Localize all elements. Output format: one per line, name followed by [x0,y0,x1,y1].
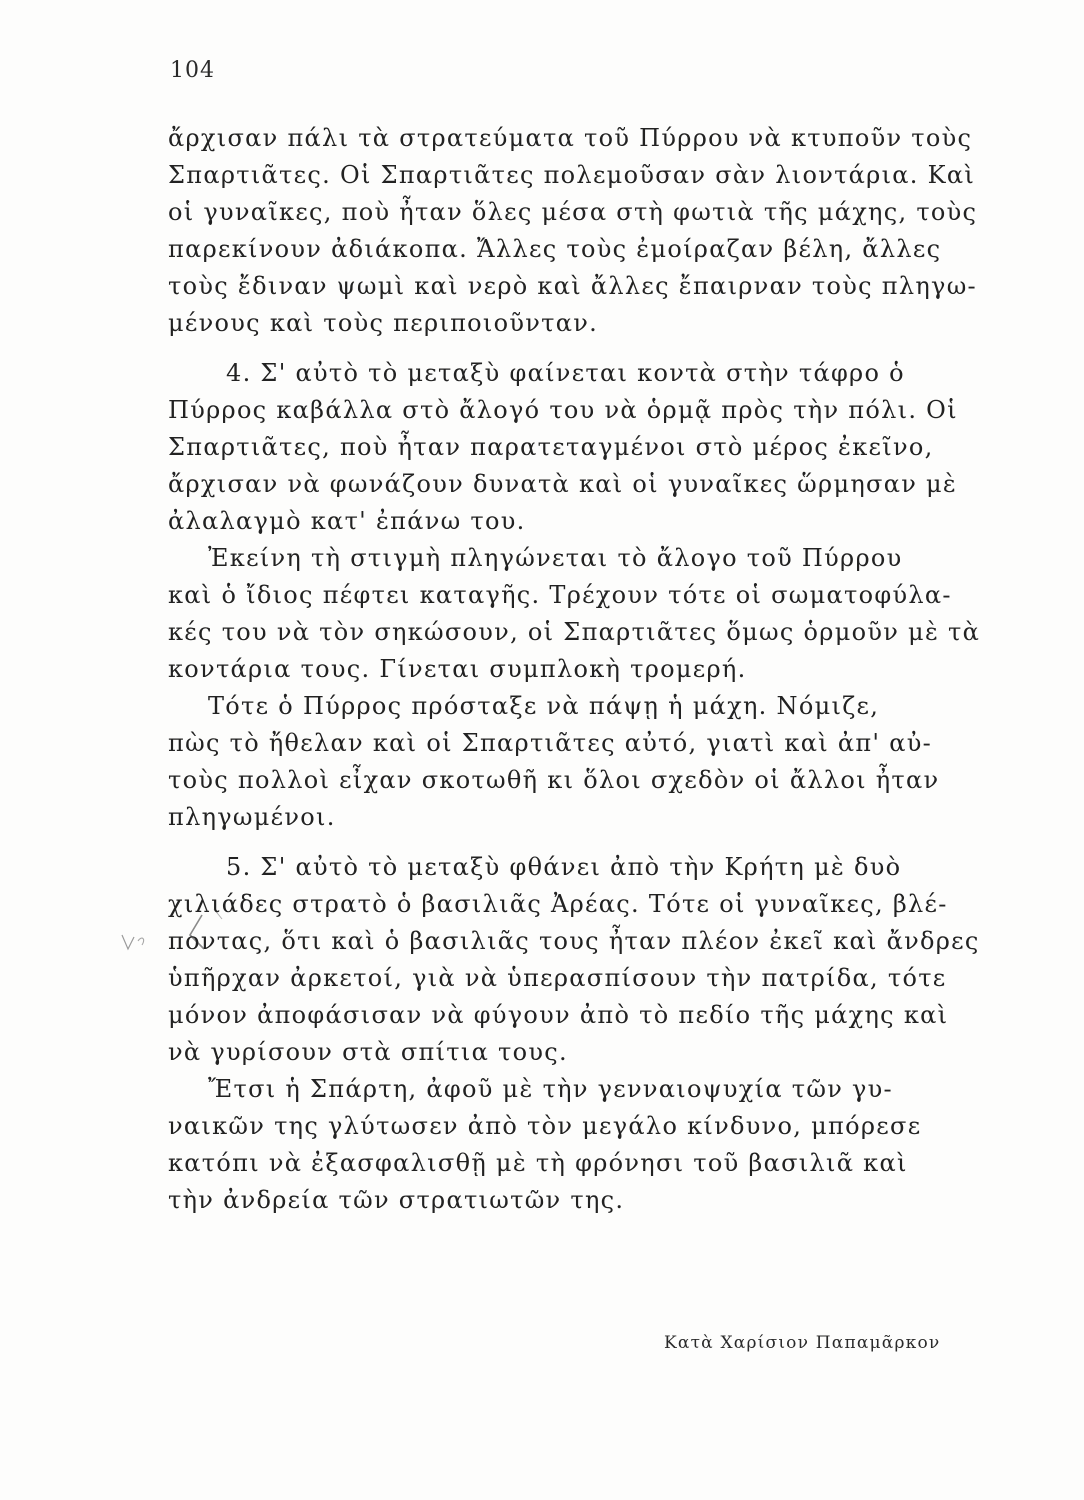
text-line: παρεκίνουν ἀδιάκοπα. Ἄλλες τοὺς ἐμοίραζαν βέλη, ἄλλες [168,235,942,263]
text-line: τὴν ἀνδρεία τῶν στρατιωτῶν της. [168,1186,625,1214]
text-line: μένους καὶ τοὺς περιποιοῦνταν. [168,309,599,337]
text-line: καὶ ὁ ἴδιος πέφτει καταγῆς. Τρέχουν τότε οἱ σωματοφύλα- [168,581,952,609]
text-line: Σπαρτιᾶτες, ποὺ ἦταν παρατεταγμένοι στὸ μέρος ἐκεῖνο, [168,433,934,461]
text-line: ἄρχισαν πάλι τὰ στρατεύματα τοῦ Πύρρου νὰ κτυποῦν τοὺς [168,124,973,152]
text-line: κές του νὰ τὸν σηκώσουν, οἱ Σπαρτιᾶτες ὅμως ὁρμοῦν μὲ τὰ [168,618,981,646]
text-line: οἱ γυναῖκες, ποὺ ἦταν ὅλες μέσα στὴ φωτιὰ τῆς μάχης, τοὺς [168,198,978,226]
text-line: πληγωμένοι. [168,803,336,831]
text-line: ναικῶν της γλύτωσεν ἀπὸ τὸν μεγάλο κίνδυνο, μπόρεσε [168,1112,922,1140]
text-line: Ἐκείνη τὴ στιγμὴ πληγώνεται τὸ ἄλογο τοῦ Πύρρου [208,544,903,572]
text-line: ὑπῆρχαν ἀρκετοί, γιὰ νὰ ὑπερασπίσουν τὴν πατρίδα, τότε [168,964,947,992]
text-line: κοντάρια τους. Γίνεται συμπλοκὴ τρομερή. [168,655,747,683]
text-line: πὼς τὸ ἤθελαν καὶ οἱ Σπαρτιᾶτες αὐτό, γιατὶ καὶ ἀπ' αὐ- [168,729,933,757]
text-line: Πύρρος καβάλλα στὸ ἄλογό του νὰ ὁρμᾷ πρὸς τὴν πόλι. Οἱ [168,396,958,424]
text-line: τοὺς ἔδιναν ψωμὶ καὶ νερὸ καὶ ἄλλες ἔπαιρναν τοὺς πληγω- [168,272,977,300]
text-line: 4. Σ' αὐτὸ τὸ μεταξὺ φαίνεται κοντὰ στὴν τάφρο ὁ [226,359,905,387]
author-attribution: Κατὰ Χαρίσιον Παπαμᾶρκον [664,1333,941,1353]
text-line: ἄρχισαν νὰ φωνάζουν δυνατὰ καὶ οἱ γυναῖκες ὥρμησαν μὲ [168,470,958,498]
text-line: Τότε ὁ Πύρρος πρόσταξε νὰ πάψῃ ἡ μάχη. Νόμιζε, [208,692,880,720]
text-line: τοὺς πολλοὶ εἶχαν σκοτωθῆ κι ὅλοι σχεδὸν οἱ ἄλλοι ἦταν [168,766,940,794]
text-line: ἀλαλαγμὸ κατ' ἐπάνω του. [168,507,526,535]
text-line: χιλιάδες στρατὸ ὁ βασιλιᾶς Ἀρέας. Τότε οἱ γυναῖκες, βλέ- [168,890,948,918]
text-line: μόνον ἀποφάσισαν νὰ φύγουν ἀπὸ τὸ πεδίο τῆς μάχης καὶ [168,1001,949,1029]
body-text [168,120,981,1219]
text-line: κατόπι νὰ ἐξασφαλισθῇ μὲ τὴ φρόνησι τοῦ βασιλιᾶ καὶ [168,1149,908,1177]
text-line: 5. Σ' αὐτὸ τὸ μεταξὺ φθάνει ἀπὸ τὴν Κρήτη μὲ δυὸ [226,853,902,881]
page-number: 104 [170,58,215,83]
text-line: Ἔτσι ἡ Σπάρτη, ἀφοῦ μὲ τὴν γενναιοψυχία τῶν γυ- [208,1075,893,1103]
text-line: νὰ γυρίσουν στὰ σπίτια τους. [168,1038,568,1066]
text-line: Σπαρτιᾶτες. Οἱ Σπαρτιᾶτες πολεμοῦσαν σὰν λιοντάρια. Καὶ [168,161,976,189]
text-line: ποντας, ὅτι καὶ ὁ βασιλιᾶς τους ἦταν πλέον ἐκεῖ καὶ ἄνδρες [168,927,980,955]
